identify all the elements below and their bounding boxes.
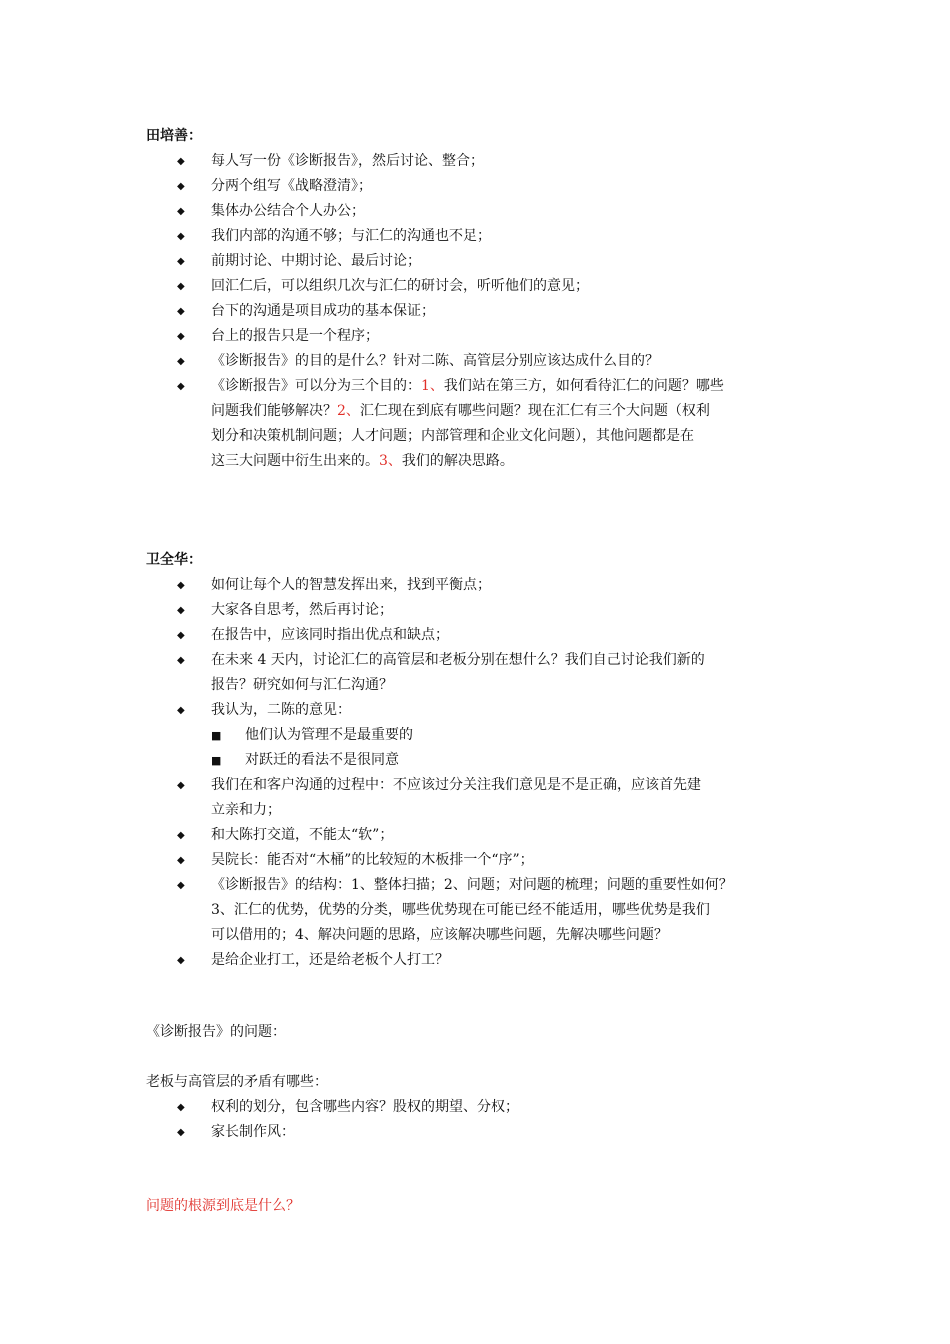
section-title-report-issues: 《诊断报告》的问题： <box>146 1024 286 1040</box>
diamond-bullet-icon: ◆ <box>177 181 185 192</box>
list-item: ◆ 集体办公结合个人办公； <box>0 199 807 224</box>
list-item: ◆ 我们在和客户沟通的过程中：不应该过分关注我们意见是不是正确，应该首先建 立亲和力； <box>0 773 807 823</box>
tian-list <box>0 149 950 474</box>
diamond-bullet-icon: ◆ <box>177 206 185 217</box>
section-title-tian: 田培善： <box>146 128 202 144</box>
diamond-bullet-icon: ◆ <box>177 605 185 616</box>
list-item: ◆ 《诊断报告》可以分为三个目的：1、我们站在第三方，如何看待汇仁的问题？哪些 问题我们能够解决？2、汇仁现在到底有哪些问题？现在汇仁有三个大问题（权利 划分和决策机制问题；人才问题；内部管理和企业文化问题），其他问题都是在 这三大问题中衍生出来的。3、我们的解决思路。 <box>0 374 807 474</box>
list-item: ◆ 台下的沟通是项目成功的基本保证； <box>0 299 807 324</box>
diamond-bullet-icon: ◆ <box>177 331 185 342</box>
list-item: ◆ 台上的报告只是一个程序； <box>0 324 807 349</box>
list-item: ◆ 吴院长：能否对“木桶”的比较短的木板排一个“序”； <box>0 848 807 873</box>
wei-list <box>0 573 950 973</box>
list-item: ◆ 家长制作风： <box>0 1120 807 1145</box>
list-item: ◆ 在报告中，应该同时指出优点和缺点； <box>0 623 807 648</box>
diamond-bullet-icon: ◆ <box>177 705 185 716</box>
diamond-bullet-icon: ◆ <box>177 880 185 891</box>
conflicts-list <box>0 1095 950 1145</box>
diamond-bullet-icon: ◆ <box>177 1102 185 1113</box>
diamond-bullet-icon: ◆ <box>177 630 185 641</box>
diamond-bullet-icon: ◆ <box>177 780 185 791</box>
diamond-bullet-icon: ◆ <box>177 281 185 292</box>
diamond-bullet-icon: ◆ <box>177 156 185 167</box>
diamond-bullet-icon: ◆ <box>177 1127 185 1138</box>
section-title-root-cause: 问题的根源到底是什么？ <box>146 1198 300 1214</box>
diamond-bullet-icon: ◆ <box>177 381 185 392</box>
diamond-bullet-icon: ◆ <box>177 580 185 591</box>
list-item: ◆ 在未来 4 天内，讨论汇仁的高管层和老板分别在想什么？我们自己讨论我们新的 报告？研究如何与汇仁沟通？ <box>0 648 807 698</box>
list-item: ◆ 权利的划分，包含哪些内容？股权的期望、分权； <box>0 1095 807 1120</box>
list-item: ◆ 回汇仁后，可以组织几次与汇仁的研讨会，听听他们的意见； <box>0 274 807 299</box>
list-item: ◆ 大家各自思考，然后再讨论； <box>0 598 807 623</box>
list-item: ◆ 是给企业打工，还是给老板个人打工？ <box>0 948 807 973</box>
square-bullet-icon: ■ <box>211 754 222 767</box>
diamond-bullet-icon: ◆ <box>177 356 185 367</box>
list-item: ◆ 前期讨论、中期讨论、最后讨论； <box>0 249 807 274</box>
diamond-bullet-icon: ◆ <box>177 231 185 242</box>
diamond-bullet-icon: ◆ <box>177 306 185 317</box>
list-item: ◆ 《诊断报告》的结构：1、整体扫描；2、问题；对问题的梳理；问题的重要性如何？ 3、汇仁的优势，优势的分类，哪些优势现在可能已经不能适用，哪些优势是我们 可以借用的；4、解决问题的思路，应该解决哪些问题，先解决哪些问题？ <box>0 873 807 948</box>
list-item: ◆ 每人写一份《诊断报告》，然后讨论、整合； <box>0 149 807 174</box>
list-item: ◆ 我认为，二陈的意见： <box>0 698 807 723</box>
list-item: ◆ 《诊断报告》的目的是什么？针对二陈、高管层分别应该达成什么目的？ <box>0 349 807 374</box>
section-title-conflicts: 老板与高管层的矛盾有哪些： <box>146 1074 328 1090</box>
section-title-wei: 卫全华： <box>146 552 202 568</box>
list-item: ◆ 如何让每个人的智慧发挥出来，找到平衡点； <box>0 573 807 598</box>
diamond-bullet-icon: ◆ <box>177 256 185 267</box>
sub-list-item: ■ 对跃迁的看法不是很同意 <box>0 748 807 773</box>
list-item: ◆ 分两个组写《战略澄清》； <box>0 174 807 199</box>
list-item: ◆ 我们内部的沟通不够；与汇仁的沟通也不足； <box>0 224 807 249</box>
list-item: ◆ 和大陈打交道，不能太“软”； <box>0 823 807 848</box>
diamond-bullet-icon: ◆ <box>177 855 185 866</box>
diamond-bullet-icon: ◆ <box>177 655 185 666</box>
diamond-bullet-icon: ◆ <box>177 955 185 966</box>
sub-list-item: ■ 他们认为管理不是最重要的 <box>0 723 807 748</box>
diamond-bullet-icon: ◆ <box>177 830 185 841</box>
square-bullet-icon: ■ <box>211 729 222 742</box>
